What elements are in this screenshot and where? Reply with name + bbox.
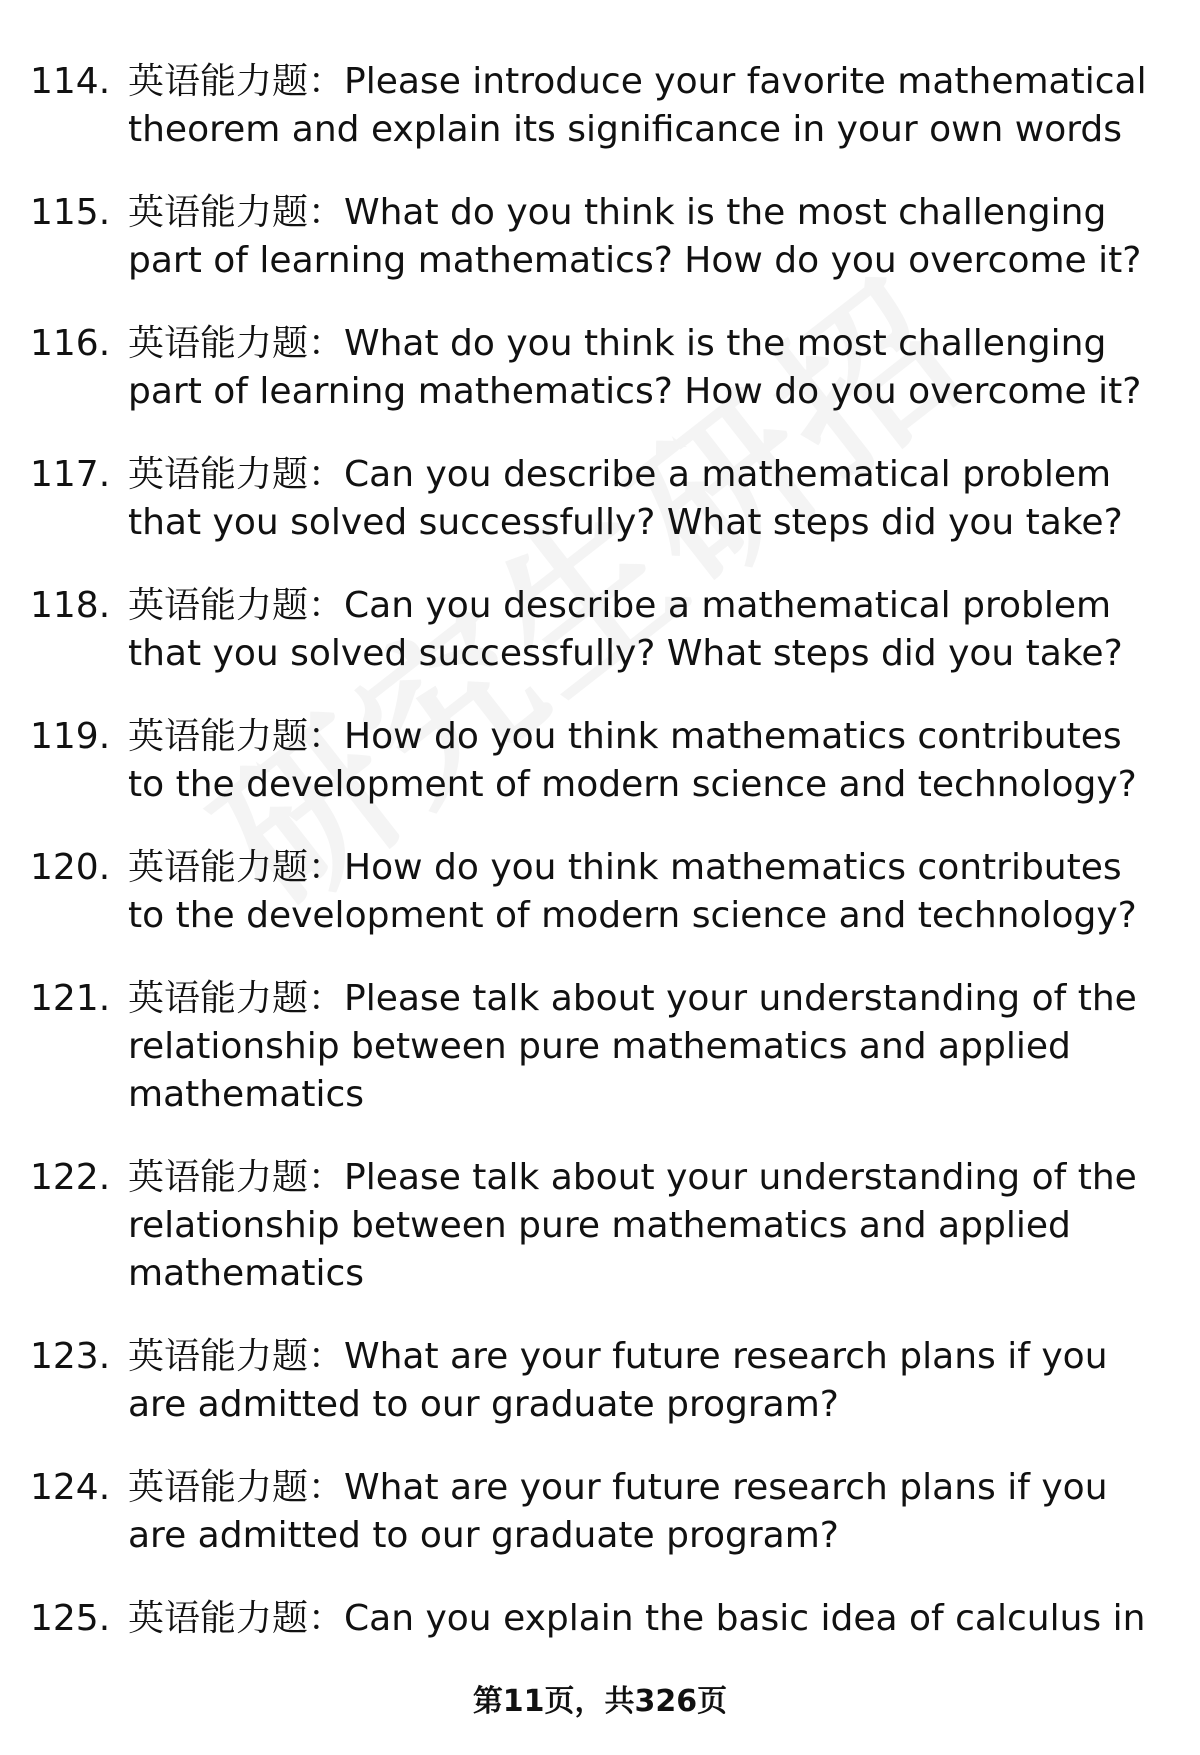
question-number: 115. [30,192,111,233]
question-tag: 英语能力题： [128,716,345,757]
question-number: 121. [30,978,111,1019]
question-text: Can you describe a mathematical problem that you solved successfully? What steps did you take? [128,585,1123,674]
question-item [0,975,1200,1119]
question-number: 120. [30,847,111,888]
question-item [0,582,1200,678]
question-number: 118. [30,585,111,626]
question-number: 117. [30,454,111,495]
question-item [0,1333,1200,1429]
question-tag: 英语能力题： [128,192,345,233]
question-text: What do you think is the most challenging part of learning mathematics? How do you overcome it? [128,323,1142,412]
question-item [0,320,1200,416]
question-tag: 英语能力题： [128,1598,345,1639]
question-number: 123. [30,1336,111,1377]
question-tag: 英语能力题： [128,585,345,626]
question-item [0,58,1200,154]
question-item [0,451,1200,547]
question-tag: 英语能力题： [128,1336,345,1377]
question-text: Please introduce your favorite mathematical theorem and explain its significance in your own words [128,61,1147,150]
question-tag: 英语能力题： [128,454,345,495]
question-tag: 英语能力题： [128,1157,345,1198]
question-item [0,844,1200,940]
question-text: How do you think mathematics contributes to the development of modern science and technology? [128,847,1137,936]
question-number: 114. [30,61,111,102]
question-number: 116. [30,323,111,364]
question-item [0,1595,1200,1643]
question-text: Please talk about your understanding of the relationship between pure mathematics and applied mathematics [128,978,1137,1115]
question-text: What are your future research plans if you are admitted to our graduate program? [128,1467,1108,1556]
question-tag: 英语能力题： [128,978,345,1019]
question-text: What are your future research plans if you are admitted to our graduate program? [128,1336,1108,1425]
question-number: 124. [30,1467,111,1508]
question-item [0,189,1200,285]
question-number: 119. [30,716,111,757]
question-tag: 英语能力题： [128,1467,345,1508]
question-text: Can you describe a mathematical problem that you solved successfully? What steps did you take? [128,454,1123,543]
question-number: 122. [30,1157,111,1198]
question-item [0,1154,1200,1298]
question-tag: 英语能力题： [128,323,345,364]
question-number: 125. [30,1598,111,1639]
question-tag: 英语能力题： [128,847,345,888]
page-footer: 第11页，共326页 [472,1684,728,1719]
question-text: Can you explain the basic idea of calculus in [344,1598,1146,1639]
question-tag: 英语能力题： [128,61,345,102]
question-item [0,713,1200,809]
question-text: How do you think mathematics contributes to the development of modern science and technology? [128,716,1137,805]
question-item [0,1464,1200,1560]
question-text: Please talk about your understanding of the relationship between pure mathematics and applied mathematics [128,1157,1137,1294]
question-text: What do you think is the most challenging part of learning mathematics? How do you overcome it? [128,192,1142,281]
question-list [0,58,1200,1678]
